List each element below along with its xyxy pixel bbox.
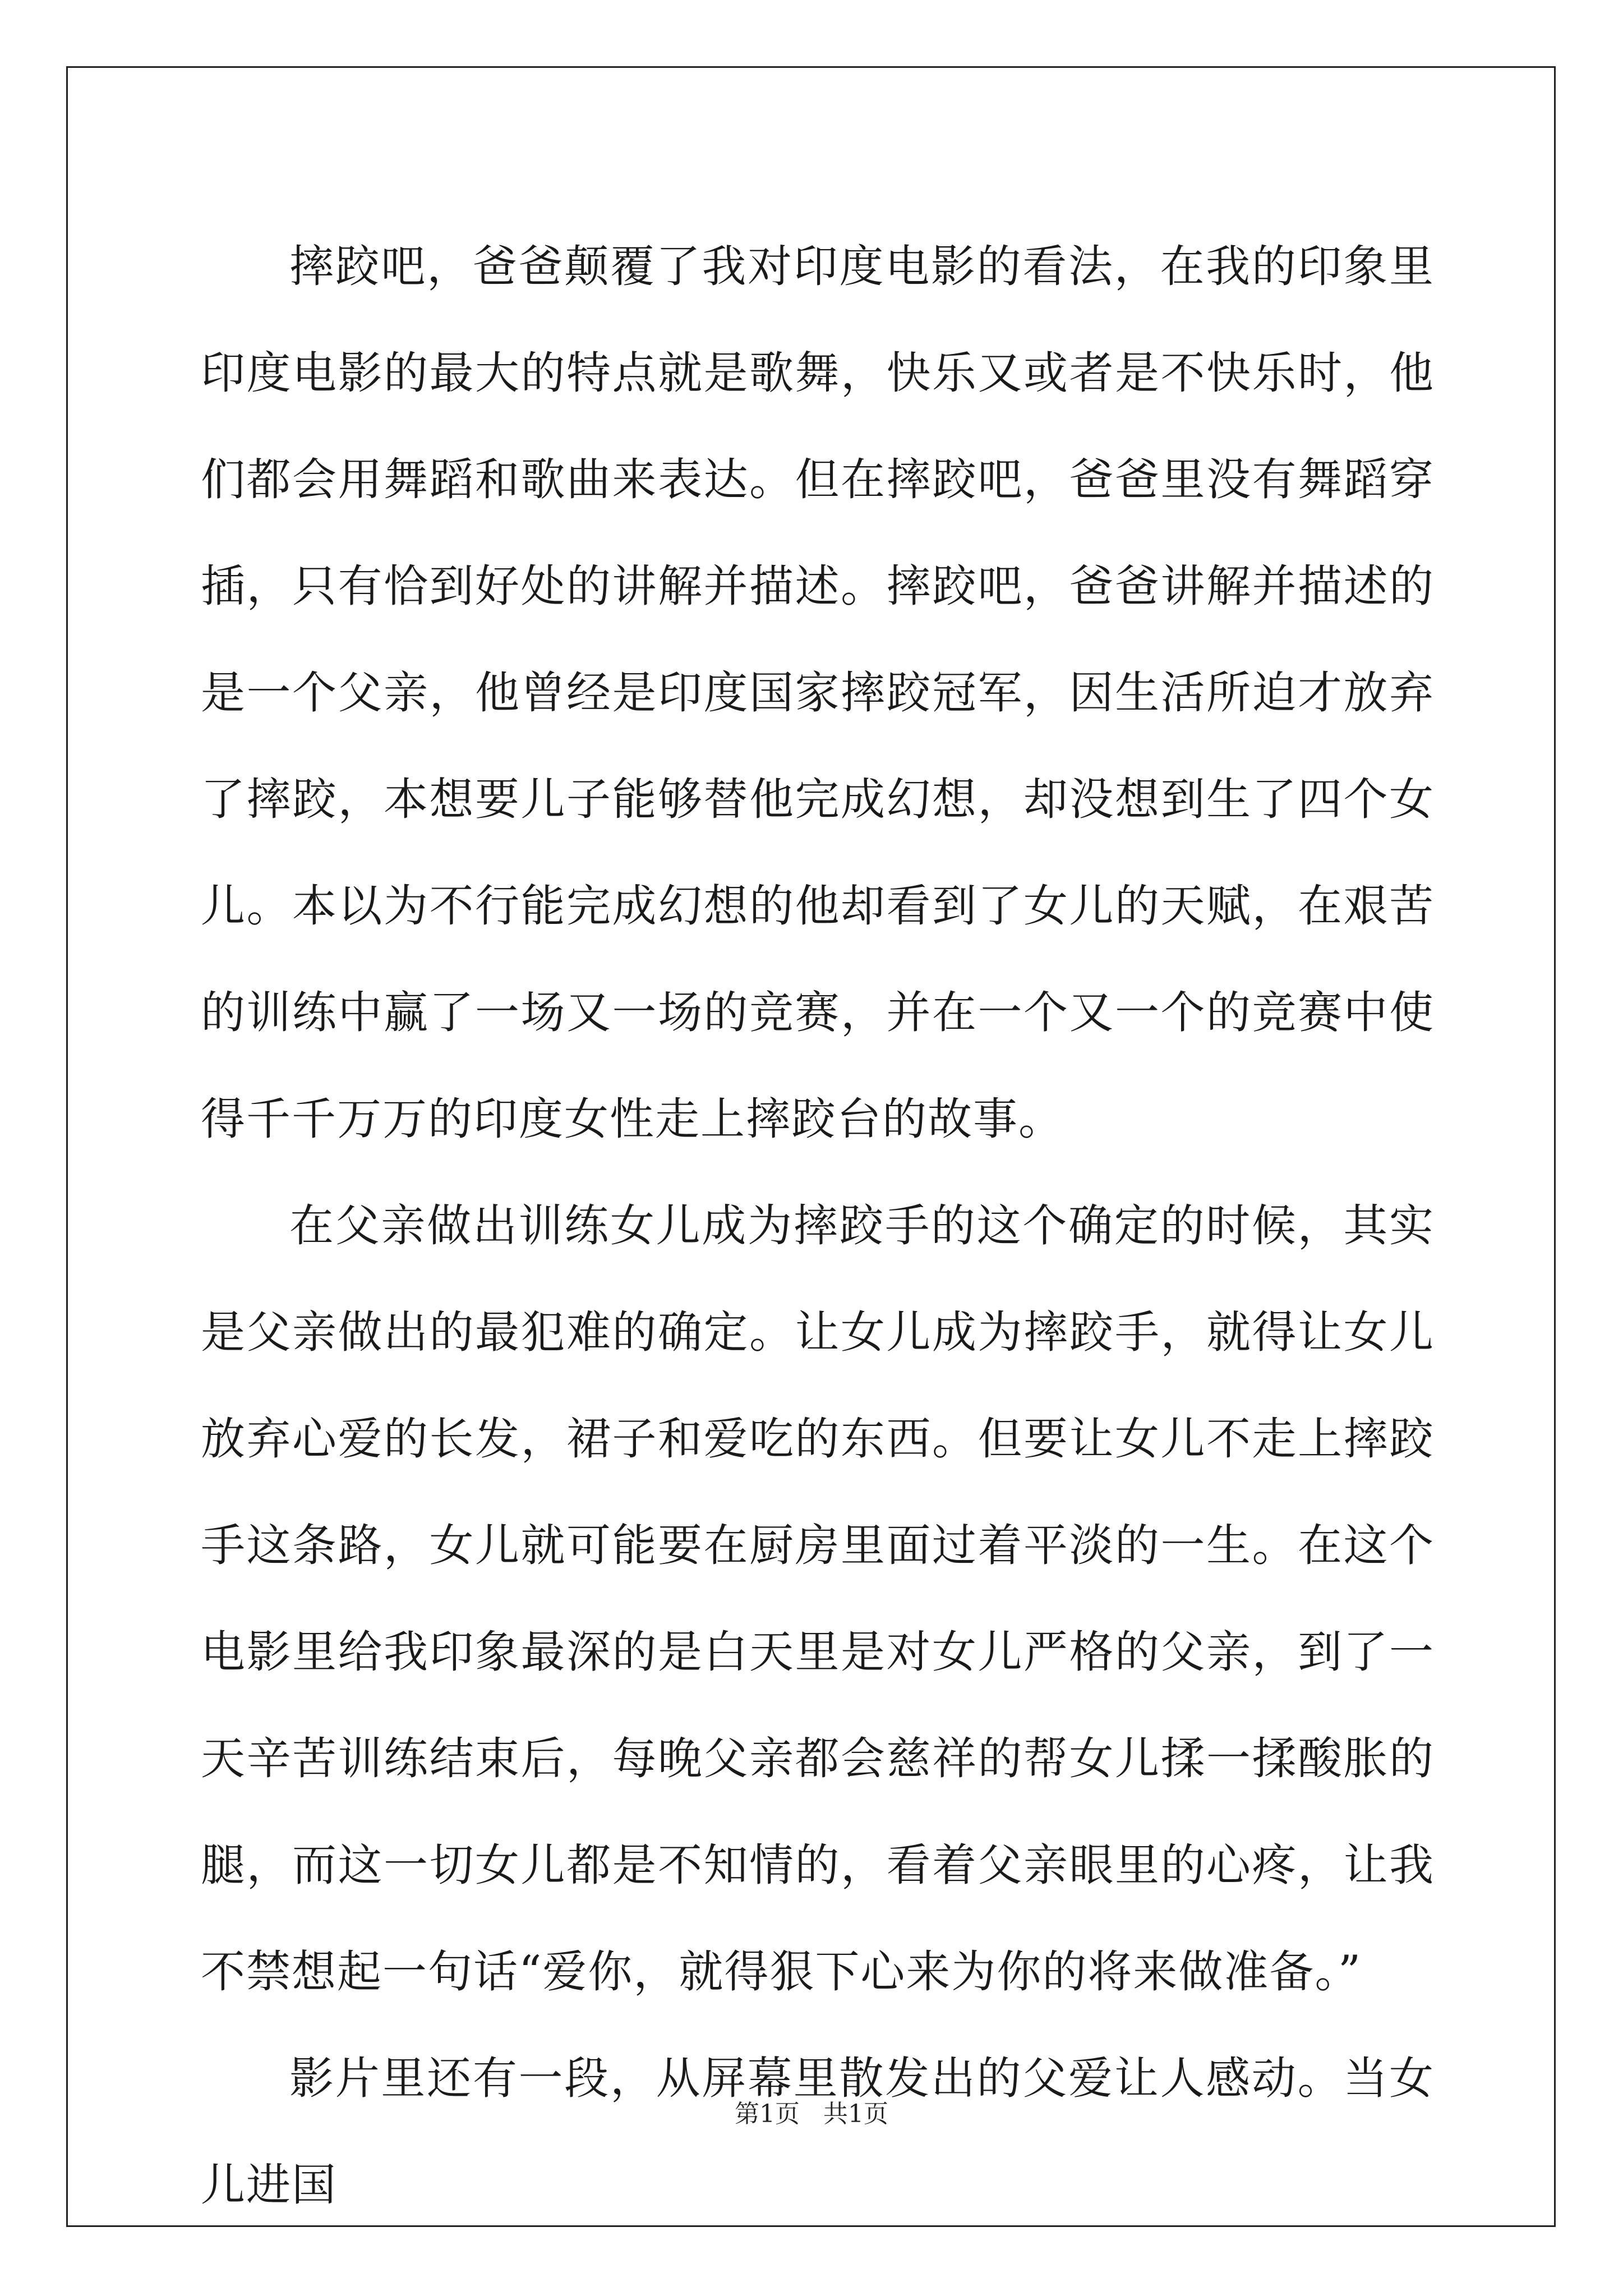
- paragraph: 摔跤吧，爸爸颠覆了我对印度电影的看法，在我的印象里印度电影的最大的特点就是歌舞，快乐又或者是不快乐时，他们都会用舞蹈和歌曲来表达。但在摔跤吧，爸爸里没有舞蹈穿插，只有恰到好处的讲解并描述。摔跤吧，爸爸讲解并描述的是一个父亲，他曾经是印度国家摔跤冠军，因生活所迫才放弃了摔跤，本想要儿子能够替他完成幻想，却没想到生了四个女儿。本以为不行能完成幻想的他却看到了女儿的天赋，在艰苦的训练中赢了一场又一场的竞赛，并在一个又一个的竞赛中使得千千万万的印度女性走上摔跤台的故事。: [201, 241, 1435, 1145]
- paragraph: 在父亲做出训练女儿成为摔跤手的这个确定的时候，其实是父亲做出的最犯难的确定。让女儿成为摔跤手，就得让女儿放弃心爱的长发，裙子和爱吃的东西。但要让女儿不走上摔跤手这条路，女儿就可能要在厨房里面过着平淡的一生。在这个电影里给我印象最深的是白天里是对女儿严格的父亲，到了一天辛苦训练结束后，每晚父亲都会慈祥的帮女儿揉一揉酸胀的腿，而这一切女儿都是不知情的，看着父亲眼里的心疼，让我不禁想起一句话“爱你，就得狠下心来为你的将来做准备。”: [201, 1200, 1435, 1998]
- document-body: [201, 213, 1435, 2238]
- paragraph: 影片里还有一段，从屏幕里散发出的父爱让人感动。当女儿进国: [201, 2053, 1435, 2211]
- page-footer: 第1页 共1页: [735, 2100, 888, 2128]
